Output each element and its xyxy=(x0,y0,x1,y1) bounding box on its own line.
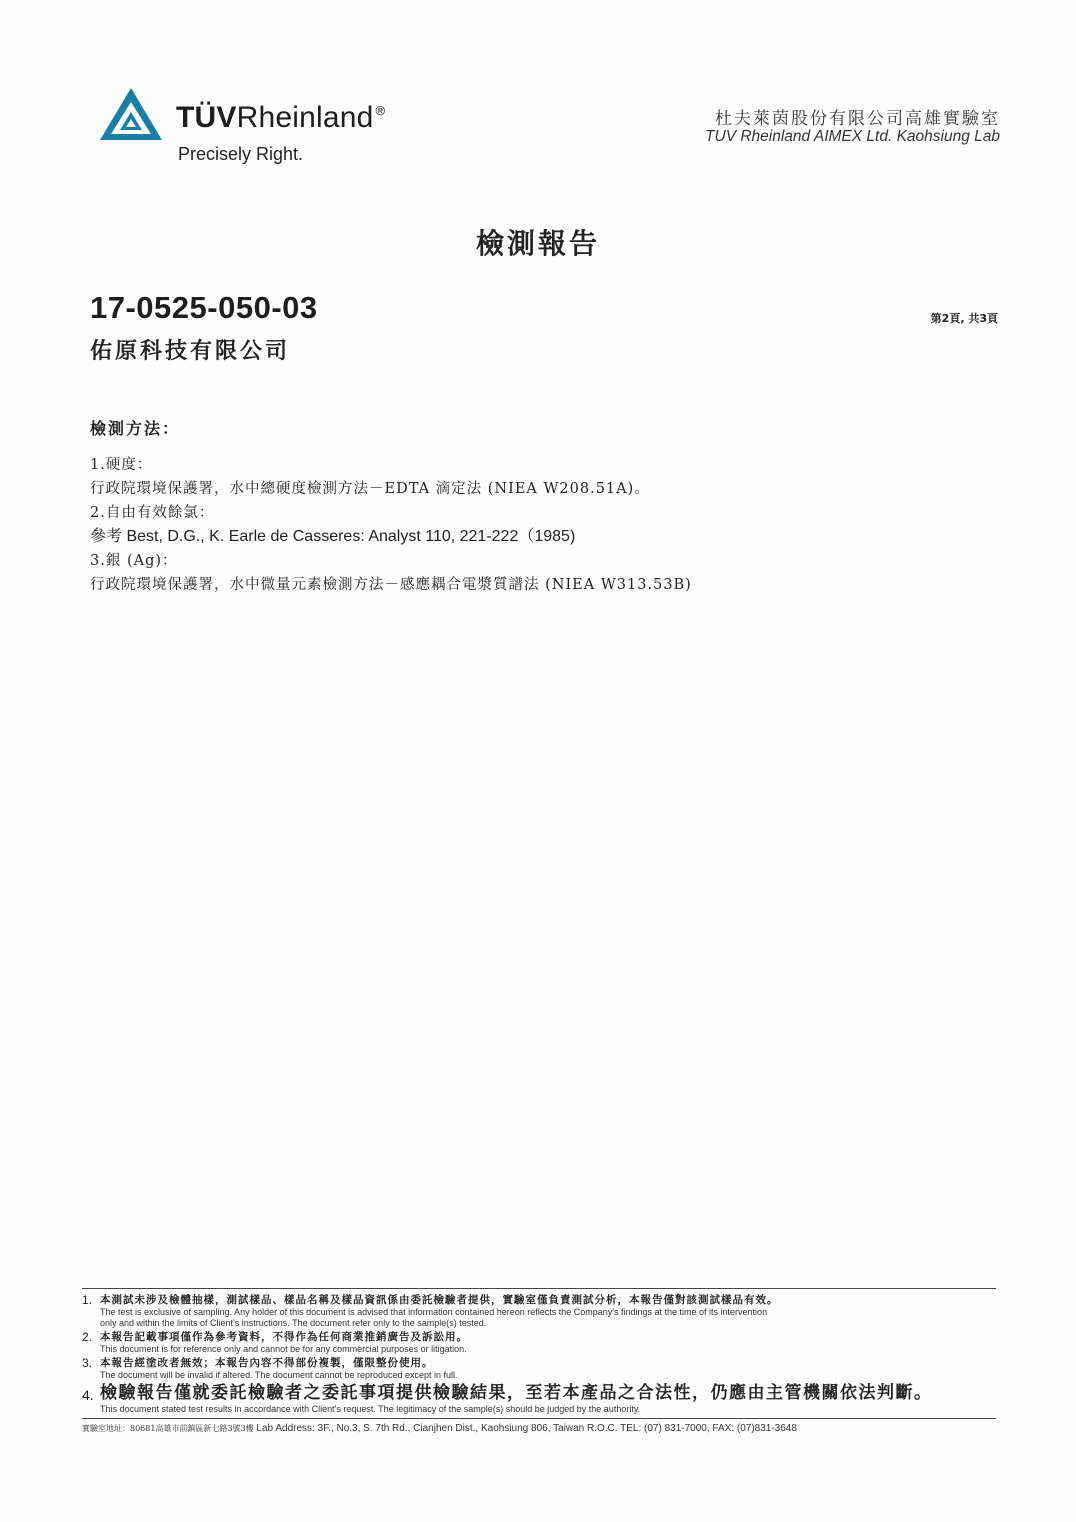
lab-address xyxy=(82,1423,996,1434)
note-text-cn: 本測試未涉及檢體抽樣，測試樣品、樣品名稱及樣品資訊係由委託檢驗者提供，實驗室僅負責測試分析，本報告僅對該測試樣品有效。 xyxy=(100,1294,779,1306)
company-name: 佑原科技有限公司 xyxy=(90,338,291,364)
logo-brand-rest: Rheinland xyxy=(236,101,374,134)
note-text-en: This document stated test results in accordance with Client's request. The legitimacy of the sample(s) should be judged by the authority. xyxy=(100,1404,641,1414)
method-line: 3.銀 (Ag)： xyxy=(90,553,178,569)
method-line: 行政院環境保護署，水中微量元素檢測方法－感應耦合電漿質譜法 (NIEA W313.53B) xyxy=(90,577,692,593)
footer-divider xyxy=(82,1418,996,1419)
report-number: 17-0525-050-03 xyxy=(90,290,318,325)
note-text-cn: 本報告記載事項僅作為參考資料，不得作為任何商業推銷廣告及訴訟用。 xyxy=(100,1331,468,1343)
document-title: 檢測報告 xyxy=(475,227,600,260)
lab-address-en: Lab Address: 3F., No.3, S. 7th Rd., Cianjhen Dist., Kaohsiung 806, Taiwan R.O.C. TEL: (07) 831-7000, FAX: (07)831-3648 xyxy=(256,1423,797,1434)
note-text-en: This document is for reference only and cannot be for any commercial purposes or litigation. xyxy=(100,1344,467,1354)
tuv-logo xyxy=(98,84,428,174)
method-line: 參考 Best, D.G., K. Earle de Casseres: Analyst 110, 221-222（1985) xyxy=(90,528,576,545)
note-text-cn: 本報告經塗改者無效；本報告內容不得部份複製，僅限整份使用。 xyxy=(100,1357,434,1369)
note-number: 4. xyxy=(82,1387,94,1403)
methods-heading: 檢測方法： xyxy=(90,419,181,438)
footer-divider xyxy=(82,1288,996,1289)
footer-note xyxy=(82,1330,996,1355)
footer-note xyxy=(82,1356,996,1381)
page-indicator: 第2頁, 共3頁 xyxy=(930,312,998,325)
footer-note xyxy=(82,1382,996,1415)
note-text-en: only and within the limits of Client's instructions. The document refer only to the sample(s) tested. xyxy=(100,1318,487,1328)
note-number: 1. xyxy=(82,1293,93,1307)
report-footer xyxy=(82,1288,996,1434)
method-line: 2.自由有效餘氯： xyxy=(90,505,215,521)
method-line: 1.硬度： xyxy=(90,457,153,473)
lab-name-cn: 杜夫萊茵股份有限公司高雄實驗室 xyxy=(715,109,1000,129)
lab-address-cn: 實驗室地址：80681高雄市前鎮區新七路3號3樓 xyxy=(82,1424,254,1433)
tuv-triangle-icon xyxy=(98,86,164,142)
note-text-en: The document will be invalid if altered. The document cannot be reproduced except in full. xyxy=(100,1370,458,1380)
note-text-en: The test is exclusive of sampling. Any holder of this document is advised that information contained hereon reflects the Company's findings at the time of its intervention xyxy=(100,1307,768,1317)
logo-tagline: Precisely Right. xyxy=(178,144,304,164)
test-methods-section xyxy=(90,416,990,597)
method-line: 行政院環境保護署，水中總硬度檢測方法－EDTA 滴定法 (NIEA W208.51A)。 xyxy=(90,481,650,497)
note-number: 3. xyxy=(82,1356,93,1370)
footer-note xyxy=(82,1293,996,1329)
logo-brand-text xyxy=(176,101,385,135)
note-number: 2. xyxy=(82,1330,93,1344)
logo-registered-mark: ® xyxy=(375,103,386,118)
note-text-cn: 檢驗報告僅就委託檢驗者之委託事項提供檢驗結果，至若本產品之合法性，仍應由主管機關依法判斷。 xyxy=(100,1383,933,1403)
lab-name-en: TUV Rheinland AIMEX Ltd. Kaohsiung Lab xyxy=(705,128,1000,145)
logo-brand-bold: TÜV xyxy=(176,101,237,134)
